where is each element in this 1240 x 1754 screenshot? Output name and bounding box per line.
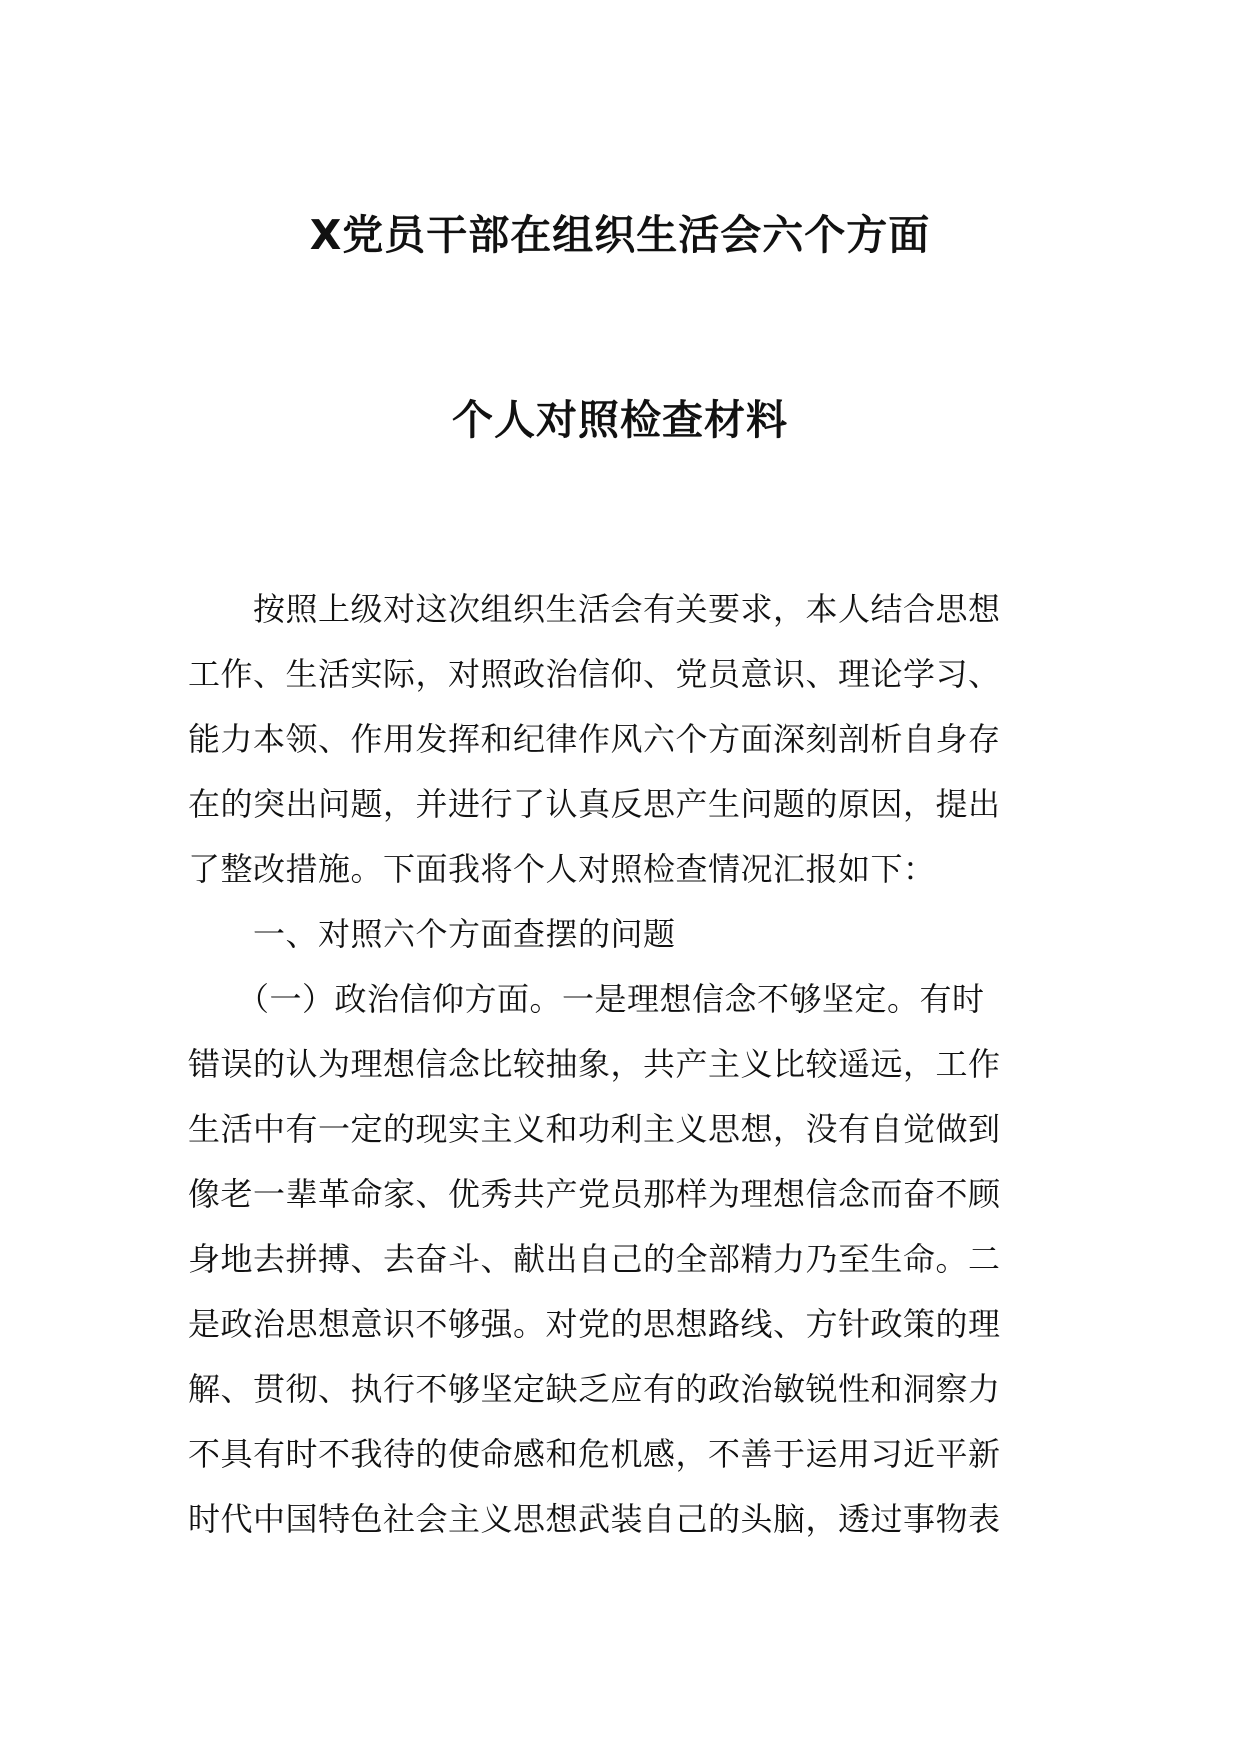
body-line-3: 能力本领、作用发挥和纪律作风六个方面深刻剖析自身存 (188, 720, 1001, 758)
document-title-line-1: X党员干部在组织生活会六个方面 (309, 211, 931, 259)
body-line-5: 了整改措施。下面我将个人对照检查情况汇报如下： (188, 850, 936, 888)
body-line-2: 工作、生活实际，对照政治信仰、党员意识、理论学习、 (188, 655, 1001, 693)
body-line-10: 像老一辈革命家、优秀共产党员那样为理想信念而奋不顾 (188, 1175, 1001, 1213)
document-body (188, 577, 1058, 1552)
body-line-14: 不具有时不我待的使命感和危机感，不善于运用习近平新 (188, 1435, 1001, 1473)
section-heading-1: 一、对照六个方面查摆的问题 (188, 915, 676, 953)
body-line-11: 身地去拼搏、去奋斗、献出自己的全部精力乃至生命。二 (188, 1240, 1001, 1278)
body-line-1: 按照上级对这次组织生活会有关要求，本人结合思想 (188, 590, 1001, 628)
body-line-9: 生活中有一定的现实主义和功利主义思想，没有自觉做到 (188, 1110, 1001, 1148)
body-line-13: 解、贯彻、执行不够坚定缺乏应有的政治敏锐性和洞察力 (188, 1370, 1001, 1408)
body-line-8: 错误的认为理想信念比较抽象，共产主义比较遥远，工作 (188, 1045, 1001, 1083)
body-line-12: 是政治思想意识不够强。对党的思想路线、方针政策的理 (188, 1305, 1001, 1343)
body-line-7: （一）政治信仰方面。一是理想信念不够坚定。有时 (188, 980, 985, 1018)
body-line-15: 时代中国特色社会主义思想武装自己的头脑，透过事物表 (188, 1500, 1001, 1538)
document-title-line-2: 个人对照检查材料 (452, 396, 788, 444)
body-line-4: 在的突出问题，并进行了认真反思产生问题的原因，提出 (188, 785, 1001, 823)
